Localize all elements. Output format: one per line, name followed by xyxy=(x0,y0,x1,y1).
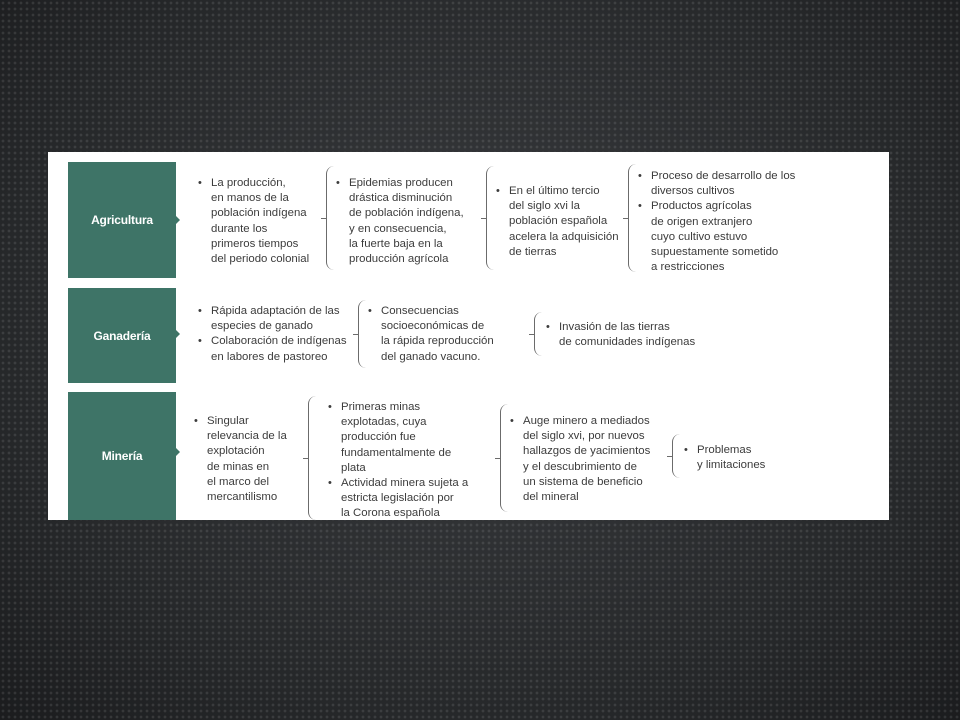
diagram-panel xyxy=(48,152,889,520)
row-label-mineria: Minería xyxy=(68,392,176,520)
bullet-item: • Colaboración de indígenas en labores de pastoreo xyxy=(198,334,347,364)
agri-column-3 xyxy=(496,184,619,300)
row-label-agricultura: Agricultura xyxy=(68,162,176,278)
label-notch xyxy=(172,212,180,228)
agri-column-2 xyxy=(336,176,464,292)
gana-column-1 xyxy=(198,304,347,399)
mine-column-4 xyxy=(684,443,765,520)
bullet-item: • Singular relevancia de la explotación de minas en el marco del mercantilismo xyxy=(194,414,287,505)
bullet-item: • Actividad minera sujeta a estricta legislación por la Corona española xyxy=(328,476,468,520)
bullet-item: • Primeras minas explotadas, cuya producción fue fundamentalmente de plata xyxy=(328,400,468,476)
row-mineria xyxy=(68,392,889,520)
label-notch xyxy=(172,444,180,460)
brace xyxy=(308,396,319,520)
bullet-item: • Auge minero a mediados del siglo xvi, por nuevos hallazgos de yacimientos y el descubrimiento de un sistema de beneficio del mineral xyxy=(510,414,650,505)
bullet-item: • Rápida adaptación de las especies de ganado xyxy=(198,304,347,334)
row-agricultura xyxy=(68,162,889,278)
bullet-item: • Proceso de desarrollo de los diversos cultivos xyxy=(638,169,795,199)
bullet-item: • Invasión de las tierras de comunidades indígenas xyxy=(546,320,695,350)
agri-column-1 xyxy=(198,176,309,292)
label-notch xyxy=(172,326,180,342)
bullet-item: • Epidemias producen drástica disminución de población indígena, y en consecuencia, la fuerte baja en la producción agrícola xyxy=(336,176,464,267)
bullet-item: • Consecuencias socioeconómicas de la rápida reproducción del ganado vacuno. xyxy=(368,304,494,365)
bullet-item: • En el último tercio del siglo xvi la población española acelera la adquisición de tierras xyxy=(496,184,619,260)
brace xyxy=(534,312,545,356)
brace xyxy=(672,434,683,478)
row-ganaderia xyxy=(68,288,889,383)
agri-column-4 xyxy=(638,169,795,285)
bullet-item: • Productos agrícolas de origen extranjero cuyo cultivo estuvo supuestamente sometido a restricciones xyxy=(638,199,795,275)
gana-column-2 xyxy=(368,304,494,399)
mine-column-3 xyxy=(510,414,650,520)
bullet-item: • Problemas y limitaciones xyxy=(684,443,765,473)
row-label-ganaderia: Ganadería xyxy=(68,288,176,383)
mine-column-2 xyxy=(328,400,468,520)
bullet-item: • La producción, en manos de la población indígena durante los primeros tiempos del periodo colonial xyxy=(198,176,309,267)
mine-column-1 xyxy=(194,414,287,520)
